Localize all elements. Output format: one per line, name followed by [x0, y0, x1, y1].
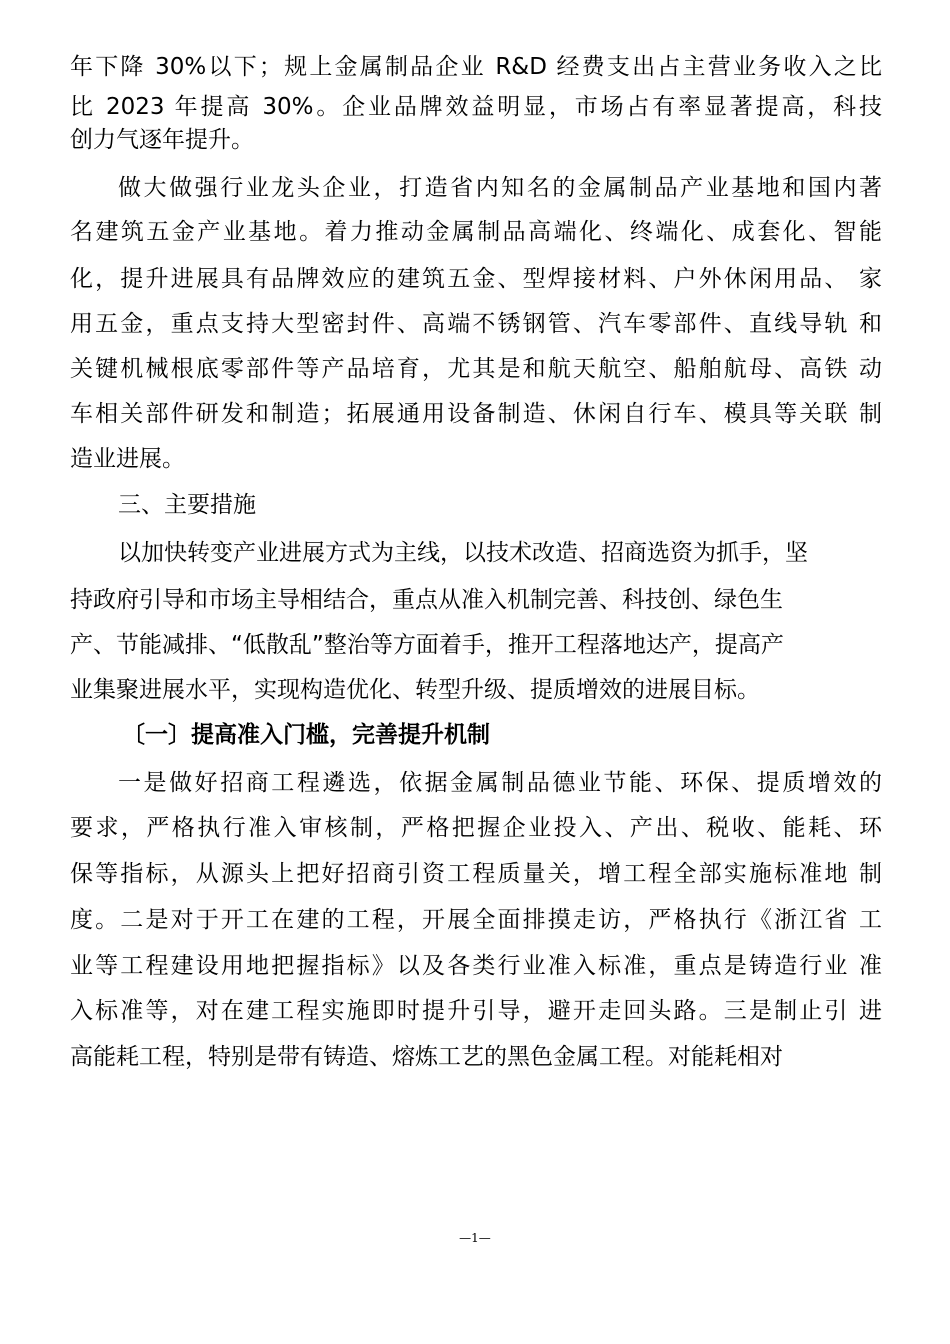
paragraph-2-line-4: 用五金，重点支持大型密封件、高端不锈钢管、汽车零部件、直线导轨 和: [70, 311, 882, 337]
section-heading: 三、主要措施: [118, 492, 256, 518]
page-number: —1—: [459, 1231, 491, 1245]
paragraph-2-line-7: 造业进展。: [70, 446, 185, 472]
paragraph-2-line-5: 关键机械根底零部件等产品培育，尤其是和航天航空、船舶航母、高铁 动: [70, 356, 882, 382]
subheading: 〔一〕提高准入门槛，完善提升机制: [122, 722, 490, 748]
paragraph-2-line-1: 做大做强行业龙头企业，打造省内知名的金属制品产业基地和国内著: [118, 175, 882, 201]
paragraph-1-line-3: 创力气逐年提升。: [70, 127, 254, 153]
paragraph-4-line-7: 高能耗工程，特别是带有铸造、熔炼工艺的黑色金属工程。对能耗相对: [70, 1044, 783, 1070]
paragraph-1-line-1: 年下降 30%以下；规上金属制品企业 R&D 经费支出占主营业务收入之比: [70, 54, 882, 80]
paragraph-4-line-2: 要求，严格执行准入审核制，严格把握企业投入、产出、税收、能耗、环: [70, 815, 882, 841]
paragraph-2-line-6: 车相关部件研发和制造；拓展通用设备制造、休闲自行车、模具等关联 制: [70, 401, 882, 427]
paragraph-2-line-2: 名建筑五金产业基地。着力推动金属制品高端化、终端化、成套化、智能: [70, 219, 882, 245]
paragraph-4-line-6: 入标准等，对在建工程实施即时提升引导，避开走回头路。三是制止引 进: [70, 998, 882, 1024]
paragraph-4-line-3: 保等指标，从源头上把好招商引资工程质量关，增工程全部实施标准地 制: [70, 861, 882, 887]
paragraph-3-line-3: 产、节能减排、“低散乱”整治等方面着手，推开工程落地达产，提高产: [70, 632, 784, 658]
paragraph-4-line-1: 一是做好招商工程遴选，依据金属制品德业节能、环保、提质增效的: [118, 770, 882, 796]
paragraph-2-line-3: 化，提升进展具有品牌效应的建筑五金、型焊接材料、户外休闲用品、 家: [70, 266, 882, 292]
paragraph-1-line-2: 比 2023 年提高 30%。企业品牌效益明显，市场占有率显著提高，科技: [70, 94, 882, 120]
paragraph-4-line-5: 业等工程建设用地把握指标》以及各类行业准入标准，重点是铸造行业 准: [70, 953, 882, 979]
paragraph-3-line-1: 以加快转变产业进展方式为主线，以技术改造、招商选资为抓手，坚: [118, 540, 808, 566]
paragraph-3-line-4: 业集聚进展水平，实现构造优化、转型升级、提质增效的进展目标。: [70, 677, 760, 703]
paragraph-3-line-2: 持政府引导和市场主导相结合，重点从准入机制完善、科技创、绿色生: [70, 587, 783, 613]
paragraph-4-line-4: 度。二是对于开工在建的工程，开展全面排摸走访，严格执行《浙江省 工: [70, 907, 882, 933]
